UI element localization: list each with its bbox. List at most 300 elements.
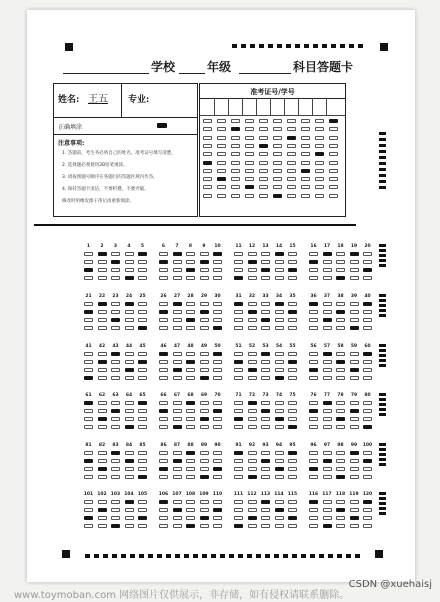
- answer-option-bubble[interactable]: [248, 500, 257, 504]
- answer-option-bubble[interactable]: [248, 252, 257, 256]
- answer-option-bubble[interactable]: [213, 500, 222, 504]
- answer-option-bubble[interactable]: [200, 318, 209, 322]
- answer-option-bubble[interactable]: [336, 368, 345, 372]
- answer-option-bubble[interactable]: [275, 425, 284, 429]
- id-digit-bubble[interactable]: [203, 136, 212, 140]
- answer-option-bubble[interactable]: [363, 360, 372, 364]
- answer-option-bubble[interactable]: [309, 417, 318, 421]
- answer-option-bubble[interactable]: [323, 276, 332, 280]
- answer-option-bubble[interactable]: [98, 516, 107, 520]
- answer-option-bubble[interactable]: [173, 310, 182, 314]
- id-digit-bubble[interactable]: [287, 177, 296, 181]
- id-digit-bubble[interactable]: [203, 194, 212, 198]
- id-digit-bubble[interactable]: [287, 136, 296, 140]
- id-digit-bubble[interactable]: [217, 161, 226, 165]
- answer-option-bubble[interactable]: [275, 409, 284, 413]
- answer-option-bubble[interactable]: [336, 302, 345, 306]
- answer-option-bubble[interactable]: [186, 475, 195, 479]
- answer-option-bubble[interactable]: [288, 459, 297, 463]
- answer-option-bubble[interactable]: [173, 326, 182, 330]
- answer-option-bubble[interactable]: [213, 417, 222, 421]
- answer-option-bubble[interactable]: [125, 352, 134, 356]
- answer-option-bubble[interactable]: [98, 524, 107, 528]
- id-digit-bubble[interactable]: [259, 152, 268, 156]
- answer-option-bubble[interactable]: [261, 360, 270, 364]
- answer-option-bubble[interactable]: [173, 268, 182, 272]
- answer-option-bubble[interactable]: [159, 252, 168, 256]
- answer-option-bubble[interactable]: [98, 310, 107, 314]
- answer-option-bubble[interactable]: [186, 500, 195, 504]
- answer-option-bubble[interactable]: [350, 310, 359, 314]
- answer-option-bubble[interactable]: [213, 326, 222, 330]
- id-digit-bubble[interactable]: [301, 152, 310, 156]
- answer-option-bubble[interactable]: [323, 500, 332, 504]
- answer-option-bubble[interactable]: [125, 326, 134, 330]
- answer-option-bubble[interactable]: [336, 318, 345, 322]
- answer-option-bubble[interactable]: [111, 524, 120, 528]
- answer-option-bubble[interactable]: [111, 318, 120, 322]
- answer-option-bubble[interactable]: [363, 302, 372, 306]
- answer-option-bubble[interactable]: [138, 516, 147, 520]
- answer-option-bubble[interactable]: [309, 326, 318, 330]
- answer-option-bubble[interactable]: [234, 409, 243, 413]
- id-digit-bubble[interactable]: [203, 152, 212, 156]
- answer-option-bubble[interactable]: [275, 451, 284, 455]
- answer-option-bubble[interactable]: [336, 252, 345, 256]
- answer-option-bubble[interactable]: [336, 459, 345, 463]
- answer-option-bubble[interactable]: [84, 417, 93, 421]
- answer-option-bubble[interactable]: [84, 326, 93, 330]
- answer-option-bubble[interactable]: [363, 318, 372, 322]
- answer-option-bubble[interactable]: [200, 516, 209, 520]
- answer-option-bubble[interactable]: [309, 500, 318, 504]
- answer-option-bubble[interactable]: [186, 252, 195, 256]
- answer-option-bubble[interactable]: [200, 475, 209, 479]
- id-digit-bubble[interactable]: [231, 194, 240, 198]
- answer-option-bubble[interactable]: [125, 451, 134, 455]
- answer-option-bubble[interactable]: [275, 252, 284, 256]
- answer-option-bubble[interactable]: [288, 252, 297, 256]
- answer-option-bubble[interactable]: [111, 302, 120, 306]
- answer-option-bubble[interactable]: [138, 475, 147, 479]
- answer-option-bubble[interactable]: [248, 467, 257, 471]
- answer-option-bubble[interactable]: [248, 376, 257, 380]
- answer-option-bubble[interactable]: [350, 425, 359, 429]
- answer-option-bubble[interactable]: [138, 268, 147, 272]
- answer-option-bubble[interactable]: [288, 326, 297, 330]
- answer-option-bubble[interactable]: [350, 409, 359, 413]
- id-digit-bubble[interactable]: [329, 177, 338, 181]
- answer-option-bubble[interactable]: [98, 260, 107, 264]
- answer-option-bubble[interactable]: [111, 360, 120, 364]
- id-digit-bubble[interactable]: [245, 144, 254, 148]
- answer-option-bubble[interactable]: [234, 302, 243, 306]
- answer-option-bubble[interactable]: [111, 500, 120, 504]
- answer-option-bubble[interactable]: [186, 401, 195, 405]
- answer-option-bubble[interactable]: [159, 475, 168, 479]
- answer-option-bubble[interactable]: [275, 524, 284, 528]
- answer-option-bubble[interactable]: [173, 401, 182, 405]
- id-digit-bubble[interactable]: [273, 177, 282, 181]
- answer-option-bubble[interactable]: [248, 516, 257, 520]
- answer-option-bubble[interactable]: [248, 417, 257, 421]
- answer-option-bubble[interactable]: [111, 368, 120, 372]
- answer-option-bubble[interactable]: [173, 524, 182, 528]
- answer-option-bubble[interactable]: [336, 500, 345, 504]
- answer-option-bubble[interactable]: [111, 467, 120, 471]
- answer-option-bubble[interactable]: [173, 302, 182, 306]
- answer-option-bubble[interactable]: [200, 376, 209, 380]
- id-digit-bubble[interactable]: [231, 152, 240, 156]
- answer-option-bubble[interactable]: [248, 318, 257, 322]
- answer-option-bubble[interactable]: [111, 352, 120, 356]
- answer-option-bubble[interactable]: [173, 318, 182, 322]
- answer-option-bubble[interactable]: [138, 252, 147, 256]
- answer-option-bubble[interactable]: [159, 352, 168, 356]
- answer-option-bubble[interactable]: [159, 500, 168, 504]
- id-digit-bubble[interactable]: [217, 127, 226, 131]
- id-digit-bubble[interactable]: [315, 177, 324, 181]
- answer-option-bubble[interactable]: [288, 360, 297, 364]
- answer-option-bubble[interactable]: [159, 268, 168, 272]
- answer-option-bubble[interactable]: [186, 368, 195, 372]
- answer-option-bubble[interactable]: [336, 260, 345, 264]
- id-digit-bubble[interactable]: [301, 194, 310, 198]
- answer-option-bubble[interactable]: [248, 352, 257, 356]
- answer-option-bubble[interactable]: [309, 475, 318, 479]
- answer-option-bubble[interactable]: [138, 524, 147, 528]
- id-digit-bubble[interactable]: [301, 119, 310, 123]
- answer-option-bubble[interactable]: [288, 475, 297, 479]
- answer-option-bubble[interactable]: [213, 451, 222, 455]
- answer-option-bubble[interactable]: [111, 451, 120, 455]
- answer-option-bubble[interactable]: [323, 368, 332, 372]
- answer-option-bubble[interactable]: [200, 276, 209, 280]
- answer-option-bubble[interactable]: [159, 326, 168, 330]
- answer-option-bubble[interactable]: [234, 310, 243, 314]
- answer-option-bubble[interactable]: [159, 376, 168, 380]
- answer-option-bubble[interactable]: [350, 276, 359, 280]
- id-digit-bubble[interactable]: [217, 185, 226, 189]
- id-digit-bubble[interactable]: [273, 152, 282, 156]
- answer-option-bubble[interactable]: [173, 459, 182, 463]
- answer-option-bubble[interactable]: [125, 268, 134, 272]
- answer-option-bubble[interactable]: [186, 352, 195, 356]
- answer-option-bubble[interactable]: [98, 459, 107, 463]
- answer-option-bubble[interactable]: [363, 260, 372, 264]
- answer-option-bubble[interactable]: [159, 401, 168, 405]
- answer-option-bubble[interactable]: [213, 524, 222, 528]
- answer-option-bubble[interactable]: [159, 260, 168, 264]
- answer-option-bubble[interactable]: [213, 459, 222, 463]
- answer-option-bubble[interactable]: [261, 500, 270, 504]
- id-digit-bubble[interactable]: [203, 119, 212, 123]
- answer-option-bubble[interactable]: [234, 475, 243, 479]
- answer-option-bubble[interactable]: [186, 268, 195, 272]
- id-digit-bubble[interactable]: [259, 144, 268, 148]
- answer-option-bubble[interactable]: [234, 376, 243, 380]
- answer-option-bubble[interactable]: [138, 360, 147, 364]
- answer-option-bubble[interactable]: [234, 451, 243, 455]
- answer-option-bubble[interactable]: [288, 401, 297, 405]
- answer-option-bubble[interactable]: [138, 409, 147, 413]
- answer-option-bubble[interactable]: [275, 417, 284, 421]
- answer-option-bubble[interactable]: [336, 352, 345, 356]
- id-digit-bubble[interactable]: [259, 136, 268, 140]
- answer-option-bubble[interactable]: [309, 268, 318, 272]
- answer-option-bubble[interactable]: [213, 352, 222, 356]
- answer-option-bubble[interactable]: [323, 260, 332, 264]
- answer-option-bubble[interactable]: [288, 368, 297, 372]
- answer-option-bubble[interactable]: [173, 451, 182, 455]
- answer-option-bubble[interactable]: [98, 417, 107, 421]
- answer-option-bubble[interactable]: [186, 376, 195, 380]
- answer-option-bubble[interactable]: [323, 310, 332, 314]
- answer-option-bubble[interactable]: [159, 467, 168, 471]
- answer-option-bubble[interactable]: [309, 467, 318, 471]
- id-digit-bubble[interactable]: [203, 177, 212, 181]
- answer-option-bubble[interactable]: [234, 401, 243, 405]
- answer-option-bubble[interactable]: [98, 467, 107, 471]
- answer-option-bubble[interactable]: [200, 268, 209, 272]
- answer-option-bubble[interactable]: [363, 467, 372, 471]
- answer-option-bubble[interactable]: [159, 451, 168, 455]
- answer-option-bubble[interactable]: [84, 425, 93, 429]
- answer-option-bubble[interactable]: [336, 417, 345, 421]
- answer-option-bubble[interactable]: [186, 524, 195, 528]
- answer-option-bubble[interactable]: [186, 508, 195, 512]
- answer-option-bubble[interactable]: [323, 475, 332, 479]
- answer-option-bubble[interactable]: [213, 276, 222, 280]
- answer-option-bubble[interactable]: [275, 276, 284, 280]
- answer-option-bubble[interactable]: [98, 500, 107, 504]
- answer-option-bubble[interactable]: [234, 276, 243, 280]
- answer-option-bubble[interactable]: [350, 302, 359, 306]
- answer-option-bubble[interactable]: [275, 302, 284, 306]
- answer-option-bubble[interactable]: [173, 425, 182, 429]
- answer-option-bubble[interactable]: [125, 310, 134, 314]
- id-digit-bubble[interactable]: [273, 185, 282, 189]
- id-digit-bubble[interactable]: [217, 152, 226, 156]
- answer-option-bubble[interactable]: [173, 508, 182, 512]
- answer-option-bubble[interactable]: [186, 310, 195, 314]
- answer-option-bubble[interactable]: [111, 252, 120, 256]
- answer-option-bubble[interactable]: [98, 368, 107, 372]
- answer-option-bubble[interactable]: [213, 260, 222, 264]
- answer-option-bubble[interactable]: [336, 524, 345, 528]
- answer-option-bubble[interactable]: [323, 417, 332, 421]
- answer-option-bubble[interactable]: [234, 268, 243, 272]
- id-digit-bubble[interactable]: [259, 119, 268, 123]
- answer-option-bubble[interactable]: [98, 326, 107, 330]
- answer-option-bubble[interactable]: [309, 459, 318, 463]
- answer-option-bubble[interactable]: [84, 475, 93, 479]
- answer-option-bubble[interactable]: [288, 352, 297, 356]
- answer-option-bubble[interactable]: [173, 376, 182, 380]
- id-digit-bubble[interactable]: [231, 161, 240, 165]
- answer-option-bubble[interactable]: [309, 260, 318, 264]
- id-digit-bubble[interactable]: [329, 185, 338, 189]
- id-digit-bubble[interactable]: [287, 161, 296, 165]
- answer-option-bubble[interactable]: [261, 310, 270, 314]
- answer-option-bubble[interactable]: [111, 425, 120, 429]
- answer-option-bubble[interactable]: [84, 368, 93, 372]
- answer-option-bubble[interactable]: [84, 252, 93, 256]
- answer-option-bubble[interactable]: [125, 524, 134, 528]
- answer-option-bubble[interactable]: [275, 318, 284, 322]
- id-digit-bubble[interactable]: [329, 119, 338, 123]
- answer-option-bubble[interactable]: [309, 310, 318, 314]
- answer-option-bubble[interactable]: [138, 451, 147, 455]
- answer-option-bubble[interactable]: [323, 467, 332, 471]
- answer-option-bubble[interactable]: [288, 467, 297, 471]
- answer-option-bubble[interactable]: [350, 252, 359, 256]
- answer-option-bubble[interactable]: [138, 318, 147, 322]
- id-digit-bubble[interactable]: [231, 119, 240, 123]
- id-digit-bubble[interactable]: [273, 144, 282, 148]
- answer-option-bubble[interactable]: [275, 508, 284, 512]
- answer-option-bubble[interactable]: [98, 376, 107, 380]
- answer-option-bubble[interactable]: [309, 302, 318, 306]
- answer-option-bubble[interactable]: [350, 268, 359, 272]
- answer-option-bubble[interactable]: [323, 409, 332, 413]
- answer-option-bubble[interactable]: [200, 302, 209, 306]
- id-digit-bubble[interactable]: [231, 144, 240, 148]
- answer-option-bubble[interactable]: [288, 376, 297, 380]
- answer-option-bubble[interactable]: [98, 318, 107, 322]
- answer-option-bubble[interactable]: [323, 360, 332, 364]
- answer-option-bubble[interactable]: [261, 376, 270, 380]
- answer-option-bubble[interactable]: [363, 376, 372, 380]
- id-digit-bubble[interactable]: [259, 161, 268, 165]
- answer-option-bubble[interactable]: [261, 401, 270, 405]
- answer-option-bubble[interactable]: [98, 268, 107, 272]
- answer-option-bubble[interactable]: [186, 260, 195, 264]
- answer-option-bubble[interactable]: [261, 260, 270, 264]
- answer-option-bubble[interactable]: [350, 508, 359, 512]
- answer-option-bubble[interactable]: [84, 524, 93, 528]
- answer-option-bubble[interactable]: [248, 368, 257, 372]
- answer-option-bubble[interactable]: [173, 467, 182, 471]
- answer-option-bubble[interactable]: [248, 360, 257, 364]
- answer-option-bubble[interactable]: [323, 524, 332, 528]
- answer-option-bubble[interactable]: [261, 252, 270, 256]
- answer-option-bubble[interactable]: [125, 409, 134, 413]
- answer-option-bubble[interactable]: [336, 360, 345, 364]
- answer-option-bubble[interactable]: [363, 516, 372, 520]
- answer-option-bubble[interactable]: [111, 401, 120, 405]
- answer-option-bubble[interactable]: [261, 459, 270, 463]
- answer-option-bubble[interactable]: [323, 252, 332, 256]
- answer-option-bubble[interactable]: [323, 425, 332, 429]
- answer-option-bubble[interactable]: [186, 318, 195, 322]
- id-digit-bubble[interactable]: [301, 144, 310, 148]
- answer-option-bubble[interactable]: [84, 451, 93, 455]
- answer-option-bubble[interactable]: [186, 360, 195, 364]
- answer-option-bubble[interactable]: [336, 451, 345, 455]
- answer-option-bubble[interactable]: [288, 260, 297, 264]
- answer-option-bubble[interactable]: [336, 516, 345, 520]
- answer-option-bubble[interactable]: [200, 500, 209, 504]
- answer-option-bubble[interactable]: [350, 318, 359, 322]
- answer-option-bubble[interactable]: [186, 467, 195, 471]
- answer-option-bubble[interactable]: [125, 260, 134, 264]
- answer-option-bubble[interactable]: [336, 310, 345, 314]
- answer-option-bubble[interactable]: [84, 310, 93, 314]
- answer-option-bubble[interactable]: [350, 376, 359, 380]
- answer-option-bubble[interactable]: [200, 425, 209, 429]
- answer-option-bubble[interactable]: [350, 524, 359, 528]
- id-digit-bubble[interactable]: [217, 194, 226, 198]
- answer-option-bubble[interactable]: [261, 368, 270, 372]
- answer-option-bubble[interactable]: [200, 401, 209, 405]
- answer-option-bubble[interactable]: [350, 326, 359, 330]
- answer-option-bubble[interactable]: [261, 268, 270, 272]
- answer-option-bubble[interactable]: [248, 409, 257, 413]
- id-digit-bubble[interactable]: [245, 119, 254, 123]
- answer-option-bubble[interactable]: [323, 318, 332, 322]
- answer-option-bubble[interactable]: [213, 516, 222, 520]
- answer-option-bubble[interactable]: [350, 401, 359, 405]
- answer-option-bubble[interactable]: [125, 276, 134, 280]
- answer-option-bubble[interactable]: [323, 376, 332, 380]
- answer-option-bubble[interactable]: [125, 368, 134, 372]
- answer-option-bubble[interactable]: [125, 459, 134, 463]
- answer-option-bubble[interactable]: [275, 376, 284, 380]
- id-digit-bubble[interactable]: [245, 169, 254, 173]
- answer-option-bubble[interactable]: [350, 451, 359, 455]
- answer-option-bubble[interactable]: [350, 516, 359, 520]
- answer-option-bubble[interactable]: [138, 376, 147, 380]
- answer-option-bubble[interactable]: [200, 352, 209, 356]
- answer-option-bubble[interactable]: [111, 516, 120, 520]
- answer-option-bubble[interactable]: [261, 318, 270, 322]
- answer-option-bubble[interactable]: [138, 302, 147, 306]
- answer-option-bubble[interactable]: [248, 326, 257, 330]
- answer-option-bubble[interactable]: [350, 360, 359, 364]
- id-digit-bubble[interactable]: [329, 194, 338, 198]
- answer-option-bubble[interactable]: [98, 360, 107, 364]
- answer-option-bubble[interactable]: [248, 268, 257, 272]
- answer-option-bubble[interactable]: [159, 302, 168, 306]
- answer-option-bubble[interactable]: [363, 475, 372, 479]
- answer-option-bubble[interactable]: [350, 500, 359, 504]
- answer-option-bubble[interactable]: [84, 352, 93, 356]
- answer-option-bubble[interactable]: [173, 409, 182, 413]
- answer-option-bubble[interactable]: [125, 302, 134, 306]
- answer-option-bubble[interactable]: [336, 475, 345, 479]
- id-digit-bubble[interactable]: [287, 119, 296, 123]
- answer-option-bubble[interactable]: [261, 508, 270, 512]
- answer-option-bubble[interactable]: [138, 500, 147, 504]
- answer-option-bubble[interactable]: [234, 516, 243, 520]
- answer-option-bubble[interactable]: [111, 409, 120, 413]
- id-digit-bubble[interactable]: [273, 127, 282, 131]
- answer-option-bubble[interactable]: [173, 260, 182, 264]
- answer-option-bubble[interactable]: [288, 451, 297, 455]
- answer-option-bubble[interactable]: [84, 401, 93, 405]
- answer-option-bubble[interactable]: [261, 409, 270, 413]
- answer-option-bubble[interactable]: [363, 352, 372, 356]
- answer-option-bubble[interactable]: [138, 368, 147, 372]
- answer-option-bubble[interactable]: [186, 425, 195, 429]
- id-digit-bubble[interactable]: [203, 161, 212, 165]
- answer-option-bubble[interactable]: [248, 451, 257, 455]
- id-digit-bubble[interactable]: [287, 144, 296, 148]
- answer-option-bubble[interactable]: [261, 326, 270, 330]
- answer-option-bubble[interactable]: [234, 459, 243, 463]
- answer-option-bubble[interactable]: [261, 524, 270, 528]
